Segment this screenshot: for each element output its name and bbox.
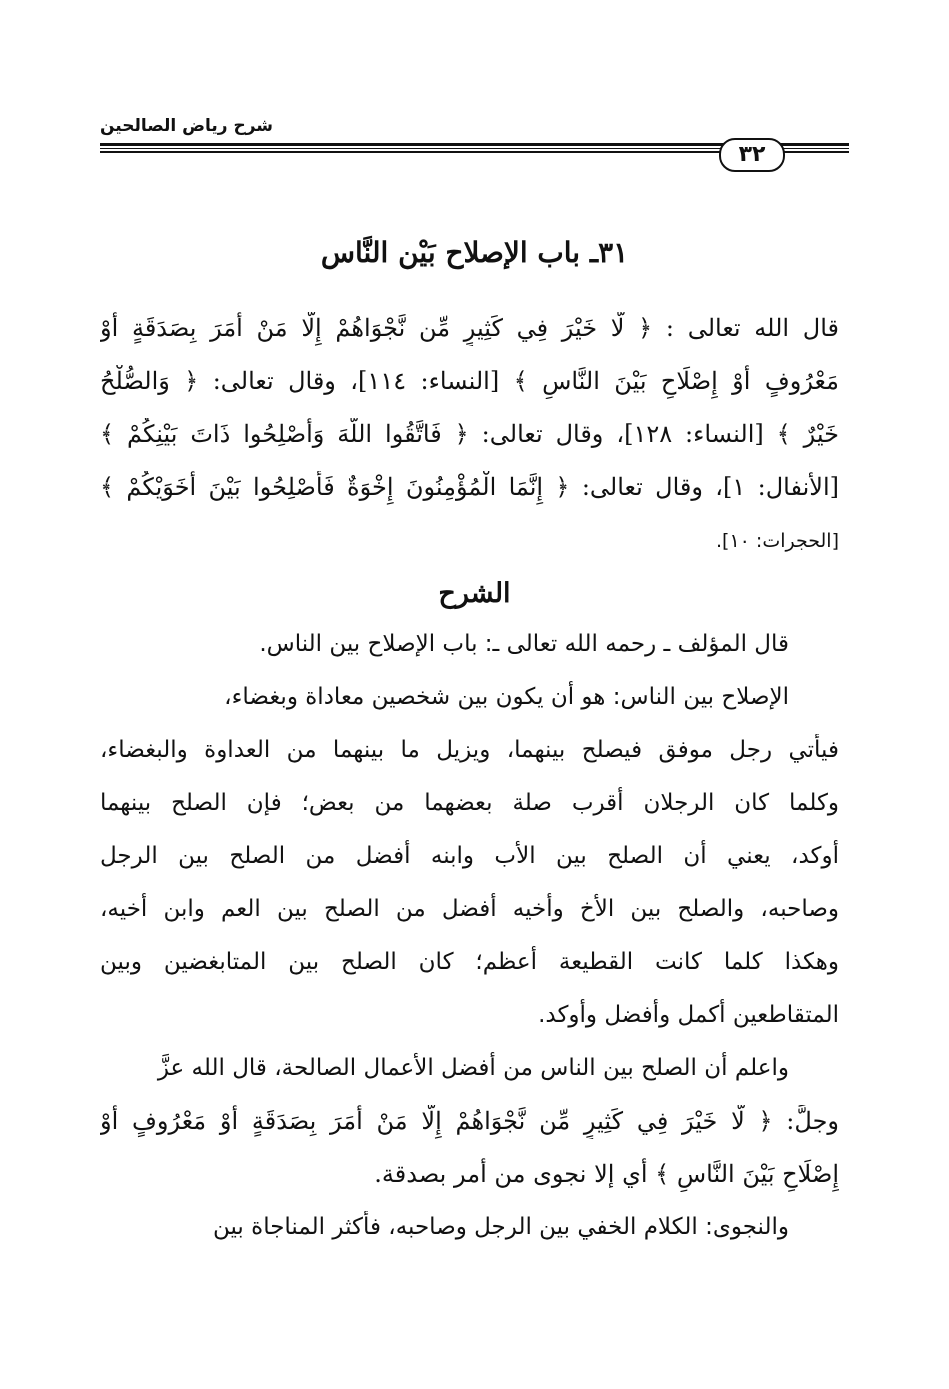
verse-line: [الأنفال: ١]، وقال تعالى: ﴿ إِنَّمَا الْمُؤْمِنُونَ إِخْوَةٌ فَأَصْلِحُوا بَيْنَ أَخَوَيْكُمْ ﴾ xyxy=(100,473,839,501)
running-header-title: شرح رياض الصالحين xyxy=(100,116,274,136)
commentary-line: وصاحبه، والصلح بين الأخ وأخيه أفضل من الصلح بين العم وابن أخيه، xyxy=(100,896,839,922)
commentary-line: فيأتي رجل موفق فيصلح بينهما، ويزيل ما بينهما من العداوة والبغضاء، xyxy=(100,737,839,763)
commentary-line: واعلم أن الصلح بين الناس من أفضل الأعمال الصالحة، قال الله عزَّ xyxy=(157,1055,789,1081)
commentary-line: المتقاطعين أكمل وأفضل وأوكد. xyxy=(538,1002,839,1028)
verse-line: مَعْرُوفٍ أَوْ إِصْلَاحٍ بَيْنَ النَّاسِ ﴾ [النساء: ١١٤]، وقال تعالى: ﴿ وَالصُّلْحُ xyxy=(100,367,839,395)
chapter-title: ٣١ـ باب الإصلاح بَيْن النَّاس xyxy=(320,236,629,269)
verse-line: خَيْرٌ ﴾ [النساء: ١٢٨]، وقال تعالى: ﴿ فَاتَّقُوا اللَّهَ وَأَصْلِحُوا ذَاتَ بَيْنِكُمْ ﴾ xyxy=(100,420,839,448)
commentary-heading: الشرح xyxy=(438,578,511,609)
verse-line: [الحجرات: ١٠]. xyxy=(716,530,839,552)
commentary-line: وجلَّ: ﴿ لَّا خَيْرَ فِي كَثِيرٍ مِّن نَّجْوَاهُمْ إِلَّا مَنْ أَمَرَ بِصَدَقَةٍ أَوْ مَعْرُوفٍ أَوْ xyxy=(100,1107,839,1135)
page-number-badge: ٣٢ xyxy=(719,138,785,172)
commentary-line: الإصلاح بين الناس: هو أن يكون بين شخصين معاداة وبغضاء، xyxy=(224,684,789,710)
commentary-line: إِصْلَاحٍ بَيْنَ النَّاسِ ﴾ أي إلا نجوى من أمر بصدقة. xyxy=(374,1160,839,1188)
verse-line: قال الله تعالى : ﴿ لَّا خَيْرَ فِي كَثِيرٍ مِّن نَّجْوَاهُمْ إِلَّا مَنْ أَمَرَ بِصَدَقَةٍ أَوْ xyxy=(100,314,839,342)
commentary-line: أوكد، يعني أن الصلح بين الأب وابنه أفضل من الصلح بين الرجل xyxy=(100,843,839,869)
commentary-line: وكلما كان الرجلان أقرب صلة بعضهما من بعض؛ فإن الصلح بينهما xyxy=(100,790,839,816)
commentary-line: والنجوى: الكلام الخفي بين الرجل وصاحبه، فأكثر المناجاة بين xyxy=(212,1214,789,1240)
commentary-line: قال المؤلف ـ رحمه الله تعالى ـ: باب الإصلاح بين الناس. xyxy=(259,631,789,657)
commentary-line: وهكذا كلما كانت القطيعة أعظم؛ كان الصلح بين المتابغضين وبين xyxy=(100,949,839,975)
